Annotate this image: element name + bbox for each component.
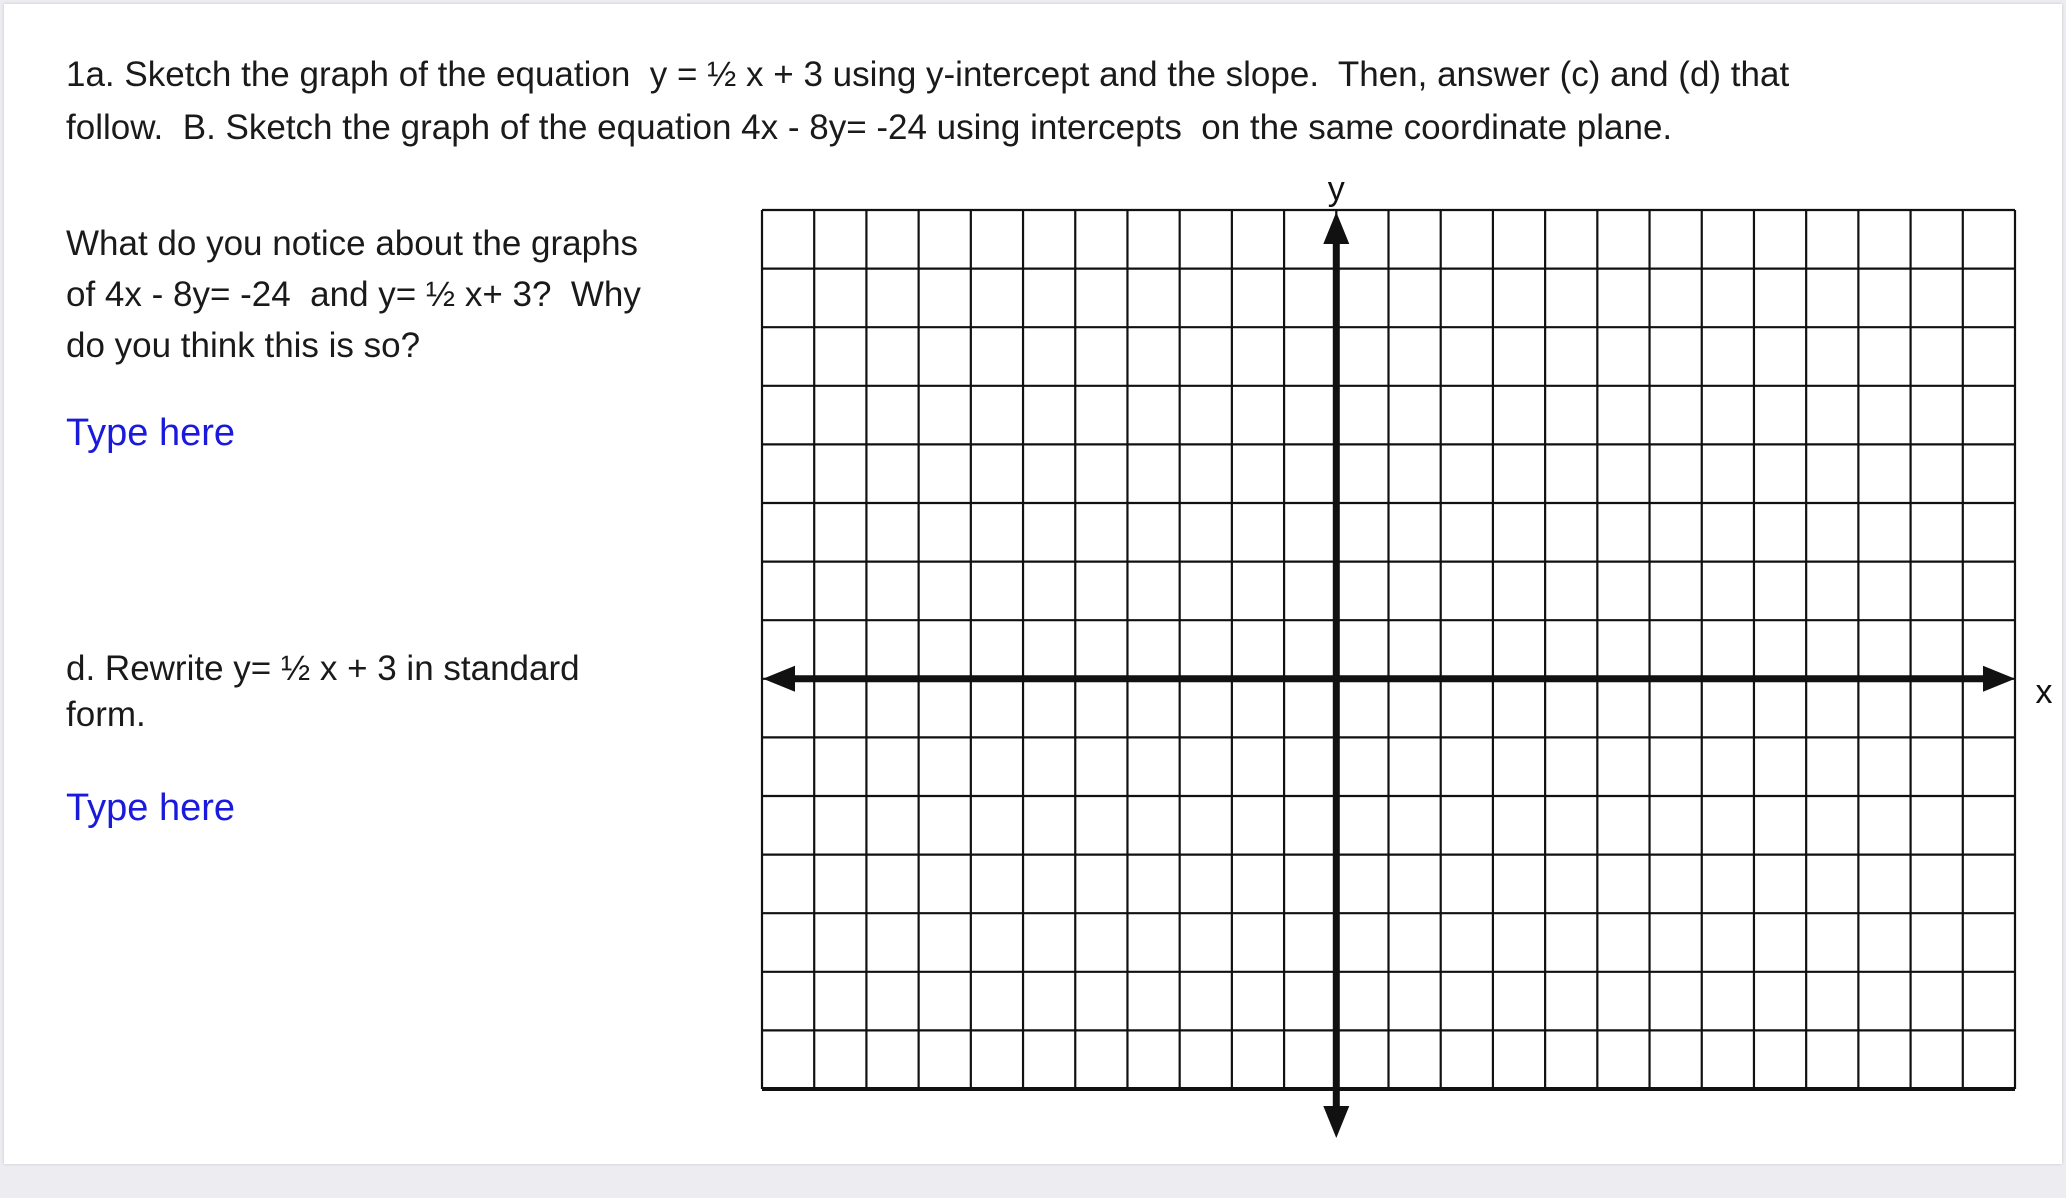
question-c-line-1: What do you notice about the graphs (66, 224, 639, 263)
grid-lines (762, 210, 2015, 1089)
x-axis-arrow-left (763, 666, 795, 692)
question-c-line-2: of 4x - 8y= -24 and y= ½ x+ 3? Why (66, 275, 641, 314)
answer-c-field[interactable]: Type here (66, 412, 235, 454)
y-axis-label: y (1327, 170, 1345, 208)
question-d-line-1: d. Rewrite y= ½ x + 3 in standard (66, 649, 580, 688)
prompt-line-2: follow. B. Sketch the graph of the equation 4x - 8y= -24 using intercepts on the same coordinate plane. (66, 108, 1673, 147)
question-d-line-2: form. (66, 695, 146, 734)
answer-d-field[interactable]: Type here (66, 787, 235, 829)
y-axis-arrow-down (1323, 1106, 1349, 1138)
x-axis-arrow-right (1983, 666, 2015, 692)
question-c-line-3: do you think this is so? (66, 326, 421, 365)
y-axis-arrow-up (1323, 212, 1349, 244)
prompt-line-1: 1a. Sketch the graph of the equation y = ½ x + 3 using y-intercept and the slope. Then, answer (c) and (d) that (66, 55, 1790, 94)
x-axis-label: x (2035, 672, 2053, 711)
